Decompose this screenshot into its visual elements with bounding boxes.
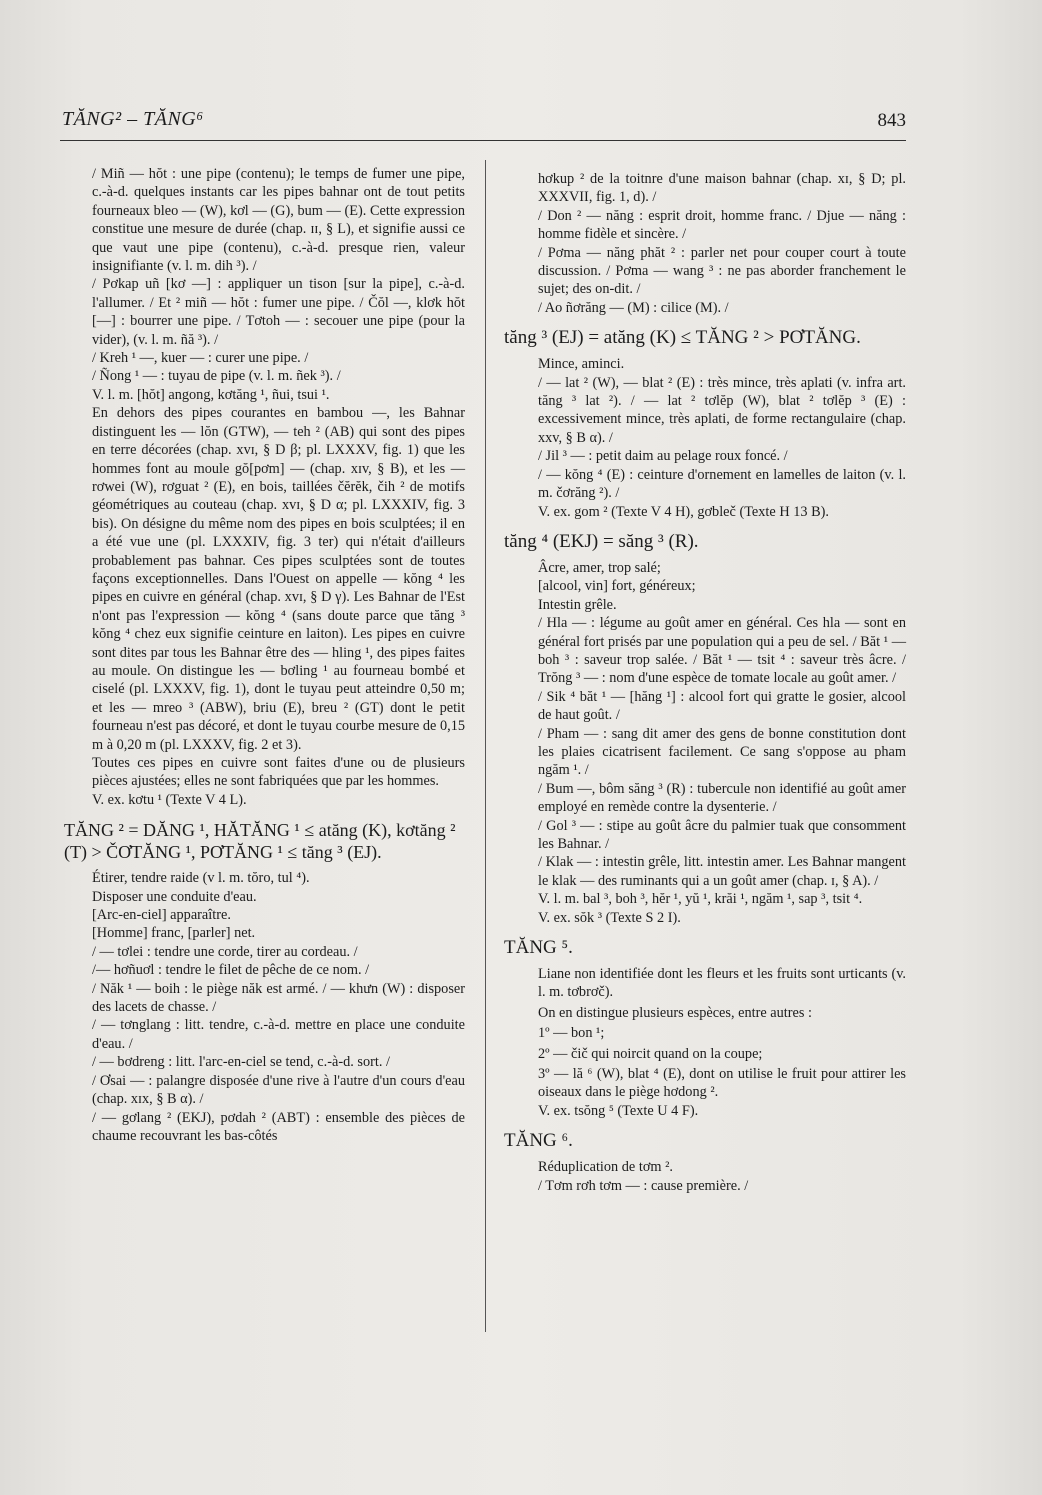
entry-paragraph: V. ex. kơtu ¹ (Texte V 4 L). bbox=[92, 791, 247, 808]
entry-line: / — tơnglang : litt. tendre, c.-à-d. mettre en place une conduite d'eau. / bbox=[92, 1017, 465, 1052]
entry-paragraph: V. l. m. [hŏt] angong, kơtăng ¹, ñui, tsui ¹. bbox=[92, 386, 330, 403]
entry-line: / Jil ³ — : petit daim au pelage roux foncé. / bbox=[538, 448, 788, 465]
entry-line: / Pơma — năng phăt ² : parler net pour couper court à toute discussion. / Pơma — wang ³ : ne pas aborder franchement le sujet; des on-dit. / bbox=[538, 244, 906, 298]
entry-line: On en distingue plusieurs espèces, entre autres : bbox=[538, 1004, 812, 1021]
entry-line: Disposer une conduite d'eau. bbox=[92, 888, 257, 905]
entry-heading-tang3: tăng ³ (EJ) = atăng (K) ≤ TĂNG ² > PƠTĂNG. bbox=[504, 327, 861, 349]
entry-line: V. ex. gom ² (Texte V 4 H), gơbleč (Texte H 13 B). bbox=[538, 503, 829, 520]
entry-paragraph: / Pơkap uñ [kơ —] : appliquer un tison [sur la pipe], c.-à-d. l'allumer. / Et ² miñ — hŏt : fumer une pipe. / Čŏl —, klơk hŏt [—] : bourrer une pipe. / Tơtoh — : secouer une pipe (pour la vider), (v. l. m. ñă ³). / bbox=[92, 276, 465, 348]
page-number: 843 bbox=[877, 110, 906, 131]
entry-paragraph: Toutes ces pipes en cuivre sont faites d'une ou de plusieurs pièces ajustées; elles ne sont fabriquées que par les hommes. bbox=[92, 755, 465, 790]
entry-line: V. ex. sŏk ³ (Texte S 2 I). bbox=[538, 909, 681, 926]
column-divider bbox=[485, 160, 486, 1332]
entry-line: 3º — lă ⁶ (W), blat ⁴ (E), dont on utilise le fruit pour attirer les oiseaux dans le piège hơdong ². bbox=[538, 1066, 906, 1101]
left-column bbox=[64, 165, 465, 1145]
entry-line: 1º — bon ¹; bbox=[538, 1025, 605, 1042]
entry-line: hơkup ² de la toitnre d'une maison bahnar (chap. xɪ, § D; pl. XXXVII, fig. 1, d). / bbox=[538, 171, 906, 206]
entry-heading-tang6: TĂNG ⁶. bbox=[504, 1130, 573, 1152]
entry-line: / — kŏng ⁴ (E) : ceinture d'ornement en lamelles de laiton (v. l. m. čơrăng ²). / bbox=[538, 466, 906, 502]
entry-heading-tang4: tăng ⁴ (EKJ) = săng ³ (R). bbox=[504, 530, 699, 552]
entry-line: / Don ² — năng : esprit droit, homme franc. / Djue — năng : homme fidèle et sincère. / bbox=[538, 207, 906, 243]
entry-line: V. ex. tsŏng ⁵ (Texte U 4 F). bbox=[538, 1102, 699, 1119]
entry-line: / Ao ñơrăng — (M) : cilice (M). / bbox=[538, 299, 729, 316]
entry-line: Liane non identifiée dont les fleurs et les fruits sont urticants (v. l. m. tơbrơč). bbox=[538, 966, 906, 1001]
entry-paragraph: / Miñ — hŏt : une pipe (contenu); le temps de fumer une pipe, c.-à-d. quelques instants car les pipes bahnar ont de tout petits fourneaux bleo — (W), kơl — (G), bum — (E). Cette expression constitue une mesure de durée (chap. ɪɪ, § L), et signifie aussi ce que vaut une pipe (contenu), c.-à-d. presque rien, valeur insignifiante (v. l. m. dih ³). / bbox=[92, 166, 465, 275]
entry-heading-tang2: TĂNG ² = DĂNG ¹, HĂTĂNG ¹ ≤ atăng (K), kơtăng ² (T) > ČƠTĂNG ¹, PƠTĂNG ¹ ≤ tăng ³ (EJ). bbox=[64, 820, 456, 863]
entry-line: [Arc-en-ciel] apparaître. bbox=[92, 907, 231, 924]
entry-line: Âcre, amer, trop salé; bbox=[538, 559, 661, 576]
entry-line: [alcool, vin] fort, généreux; bbox=[538, 578, 696, 595]
entry-line: / Tơm rơh tơm — : cause première. / bbox=[538, 1177, 749, 1194]
entry-line: V. l. m. bal ³, boh ³, hĕr ¹, yŭ ¹, krăi ¹, ngăm ¹, sap ³, tsit ⁴. bbox=[538, 891, 863, 908]
entry-line: / Pham — : sang dit amer des gens de bonne constitution dont les plaies cicatrisent facilement. Ce sang s'oppose au pham ngăm ¹. / bbox=[538, 725, 906, 779]
entry-line: / — gơlang ² (EKJ), pơdah ² (ABT) : ensemble des pièces de chaume recouvrant les bas-côtés bbox=[92, 1109, 465, 1144]
entry-paragraph: / Kreh ¹ —, kuer — : curer une pipe. / bbox=[92, 350, 309, 367]
entry-line: / — lat ² (W), — blat ² (E) : très mince, très aplati (v. infra art. tăng ³ lat ²). / — lat ² tơlĕp (W), blat ² tơlĕp ³ (E) : excessivement mince, très aplati, de forme rectangulaire (chap. xxv, § B α). / bbox=[538, 374, 906, 446]
header-rule bbox=[60, 140, 906, 141]
entry-line: / Sik ⁴ băt ¹ — [hăng ¹] : alcool fort qui gratte le gosier, alcool de haut goût. / bbox=[538, 688, 906, 724]
entry-line: / Bum —, bôm săng ³ (R) : tubercule non identifié au goût amer employé en remède contre la dysenterie. / bbox=[538, 780, 906, 816]
entry-line: 2º — čič qui noircit quand on la coupe; bbox=[538, 1045, 763, 1062]
entry-paragraph: / Ñong ¹ — : tuyau de pipe (v. l. m. ñek ³). / bbox=[92, 368, 341, 385]
entry-line: [Homme] franc, [parler] net. bbox=[92, 925, 256, 942]
entry-line: / Klak — : intestin grêle, litt. intestin amer. Les Bahnar mangent le klak — des ruminants qui a un goût amer (chap. ɪ, § A). / bbox=[538, 854, 906, 889]
entry-line: / Hla — : légume au goût amer en général. Ces hla — sont en général fort prisés par une population qui a peu de sel. / Băt ¹ — boh ³ : saveur trop salée. / Băt ¹ — tsit ⁴ : saveur très âcre. / Trŏng ³ — : nom d'une espèce de tomate locale au goût amer. / bbox=[538, 615, 906, 687]
entry-line: Étirer, tendre raide (v l. m. tŏro, tul ⁴). bbox=[92, 870, 310, 887]
entry-line: / Năk ¹ — boih : le piège năk est armé. / — khưn (W) : disposer des lacets de chasse. / bbox=[92, 980, 465, 1016]
entry-line: / Gol ³ — : stipe au goût âcre du palmier tuak que consomment les Bahnar. / bbox=[538, 817, 906, 852]
entry-paragraph: En dehors des pipes courantes en bambou —, les Bahnar distinguent les — lŏn (GTW), — teh ² (AB) qui sont des pipes en terre décorées (chap. xvɪ, § D β; pl. LXXXV, fig. 1) que les hommes font au moule gŏ[pơm] — (chap. xɪv, § B), et les — rơwei (W), rơguat ² (E), en bois, taillées čĕrĕk, čih ² de motifs géométriques au couteau (chap. xvɪ, § D α; pl. LXXXIV, fig. 3 bis). On désigne du même nom des pipes en bois sculptées; il en a été vue une (pl. LXXXIV, fig. 3 ter) qui n'était d'ailleurs probablement pas bahnar. Ces pipes sculptées sont de toutes façons exceptionnelles. Dans l'Ouest on appelle — kŏng ⁴ les pipes en cuivre en général (chap. xvɪ, § D γ). Les Bahnar de l'Est n'ont pas l'expression — kŏng ⁴ (sans doute parce que tăng ³ kŏng ⁴ chez eux signifie ceinture en laiton). Les pipes en cuivre sont dites par tous les Bahnar être des — hling ¹, des pipes faites au moule. On distingue les — bơling ¹ au fourneau bombé et ciselé (pl. LXXXV, fig. 1), dont le tuyau peut atteindre 0,50 m; et les — mreo ³ (ABW), briu (E), breu ² (GT) dont le petit fourneau n'est pas décoré, et dont le tuyau courbe mesure de 0,15 m à 0,20 m (pl. LXXXV, fig. 2 et 3). bbox=[92, 405, 465, 753]
entry-line: / — tơlei : tendre une corde, tirer au cordeau. / bbox=[92, 943, 358, 960]
entry-line: Intestin grêle. bbox=[538, 596, 617, 613]
running-header: TĂNG² – TĂNG⁶ bbox=[62, 108, 204, 130]
entry-line: / Ơsai — : palangre disposée d'une rive à l'autre d'un cours d'eau (chap. xɪx, § B α). / bbox=[92, 1072, 465, 1108]
entry-line: / — bơdreng : litt. l'arc-en-ciel se tend, c.-à-d. sort. / bbox=[92, 1054, 390, 1071]
entry-line: Mince, aminci. bbox=[538, 356, 625, 373]
right-column bbox=[504, 170, 906, 1195]
entry-line: Réduplication de tơm ². bbox=[538, 1159, 673, 1176]
entry-line: /— hơñuơl : tendre le filet de pêche de ce nom. / bbox=[92, 962, 370, 979]
entry-heading-tang5: TĂNG ⁵. bbox=[504, 937, 573, 959]
